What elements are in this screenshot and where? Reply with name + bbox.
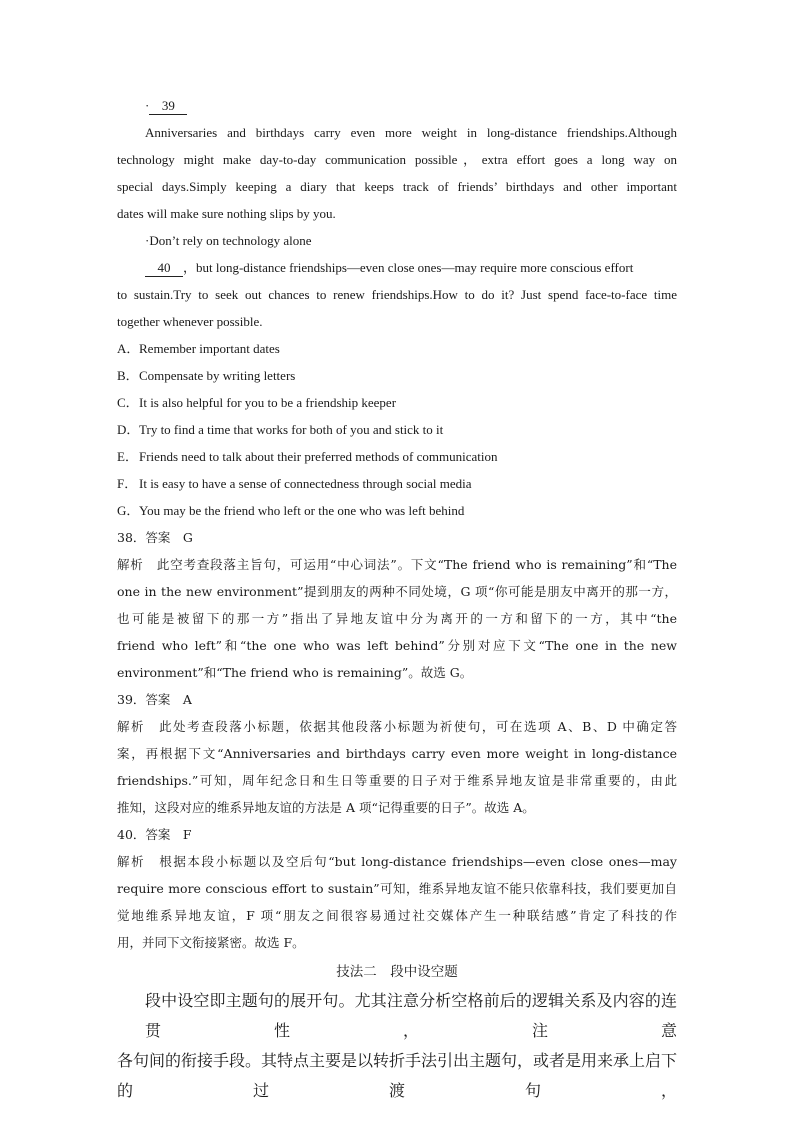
answer-38-header: 38．答案 G [117, 530, 193, 545]
para-39-line-4: dates will make sure nothing slips by you. [117, 206, 336, 221]
answer-39-line-2: 案，再根据下文“Anniversaries and birthdays carry even more weight in long-distance [117, 746, 677, 761]
document-page [117, 92, 677, 1106]
answer-38-line-2: one in the new environment”提到朋友的两种不同处境，G 项“你可能是朋友中离开的那一方， [117, 584, 677, 599]
blank-40: 40 [145, 260, 183, 277]
answer-40-line-2: require more conscious effort to sustain”可知，维系异地友谊不能只依靠科技，我们要更加自 [117, 881, 677, 896]
blank-39-line [117, 92, 677, 119]
option-g: G．You may be the friend who left or the one who was left behind [117, 503, 465, 518]
answer-40-line-3: 觉地维系异地友谊，F 项“朋友之间很容易通过社交媒体产生一种联结感”肯定了科技的作 [117, 908, 677, 923]
option-f: F． It is easy to have a sense of connectedness through social media [117, 476, 472, 491]
answer-39-line-1: 解析 此处考查段落小标题，依据其他段落小标题为祈使句，可在选项 A、B、D 中确定答 [117, 719, 677, 734]
answer-40-line-1: 解析 根据本段小标题以及空后句“but long-distance friendships—even close ones—may [117, 854, 677, 869]
para-39-line-2: technology might make day-to-day communication possible，extra effort goes a long way on [117, 152, 677, 167]
blank-39: 39 [149, 98, 187, 115]
option-d: D．Try to find a time that works for both of you and stick to it [117, 422, 444, 437]
para-39-line-1: Anniversaries and birthdays carry even more weight in long-distance friendships.Although [145, 125, 677, 140]
options-list [117, 335, 677, 524]
technique-line-2: 各句间的衔接手段。其特点主要是以转折手法引出主题句，或者是用来承上启下的过渡句， [117, 1051, 678, 1100]
technique-heading: 技法二 段中设空题 [336, 964, 458, 980]
para-40-line-3: together whenever possible. [117, 314, 263, 329]
bullet: · [145, 98, 150, 113]
para-40-line-2: to sustain.Try to seek out chances to renew friendships.How to do it? Just spend face-to-face time [117, 287, 677, 302]
para-40-first-text: ，but long-distance friendships—even close ones—may require more conscious effort [183, 260, 634, 275]
technique-line-1: 段中设空即主题句的展开句。尤其注意分析空格前后的逻辑关系及内容的连贯性，注意 [145, 991, 677, 1040]
option-a: A．Remember important dates [117, 341, 280, 356]
option-b: B．Compensate by writing letters [117, 368, 296, 383]
answer-40-header: 40．答案 F [117, 827, 192, 842]
option-c: C．It is also helpful for you to be a friendship keeper [117, 395, 397, 410]
para-39-line-3: special days.Simply keeping a diary that keeps track of friends’ birthdays and other important [117, 179, 677, 194]
answer-38-line-1: 解析 此空考查段落主旨句，可运用“中心词法”。下文“The friend who is remaining”和“The [117, 557, 677, 572]
answer-40-line-4: 用，并同下文衔接紧密。故选 F。 [117, 935, 305, 950]
para-40-line-1 [117, 254, 677, 281]
answer-38-line-3: 也可能是被留下的那一方”指出了异地友谊中分为离开的一方和留下的一方，其中“the [117, 611, 677, 626]
answer-38-line-4: friend who left”和“the one who was left behind”分别对应下文“The one in the new [117, 638, 677, 653]
subtitle-40: ·Don’t rely on technology alone [145, 233, 312, 248]
answer-39-line-4: 推知，这段对应的维系异地友谊的方法是 A 项“记得重要的日子”。故选 A。 [117, 800, 535, 815]
answer-39-header: 39．答案 A [117, 692, 192, 707]
answer-39-line-3: friendships.”可知，周年纪念日和生日等重要的日子对于维系异地友谊是非常重要的，由此 [117, 773, 677, 788]
option-e: E．Friends need to talk about their preferred methods of communication [117, 449, 498, 464]
answer-38-line-5: environment”和“The friend who is remaining”。故选 G。 [117, 665, 473, 680]
